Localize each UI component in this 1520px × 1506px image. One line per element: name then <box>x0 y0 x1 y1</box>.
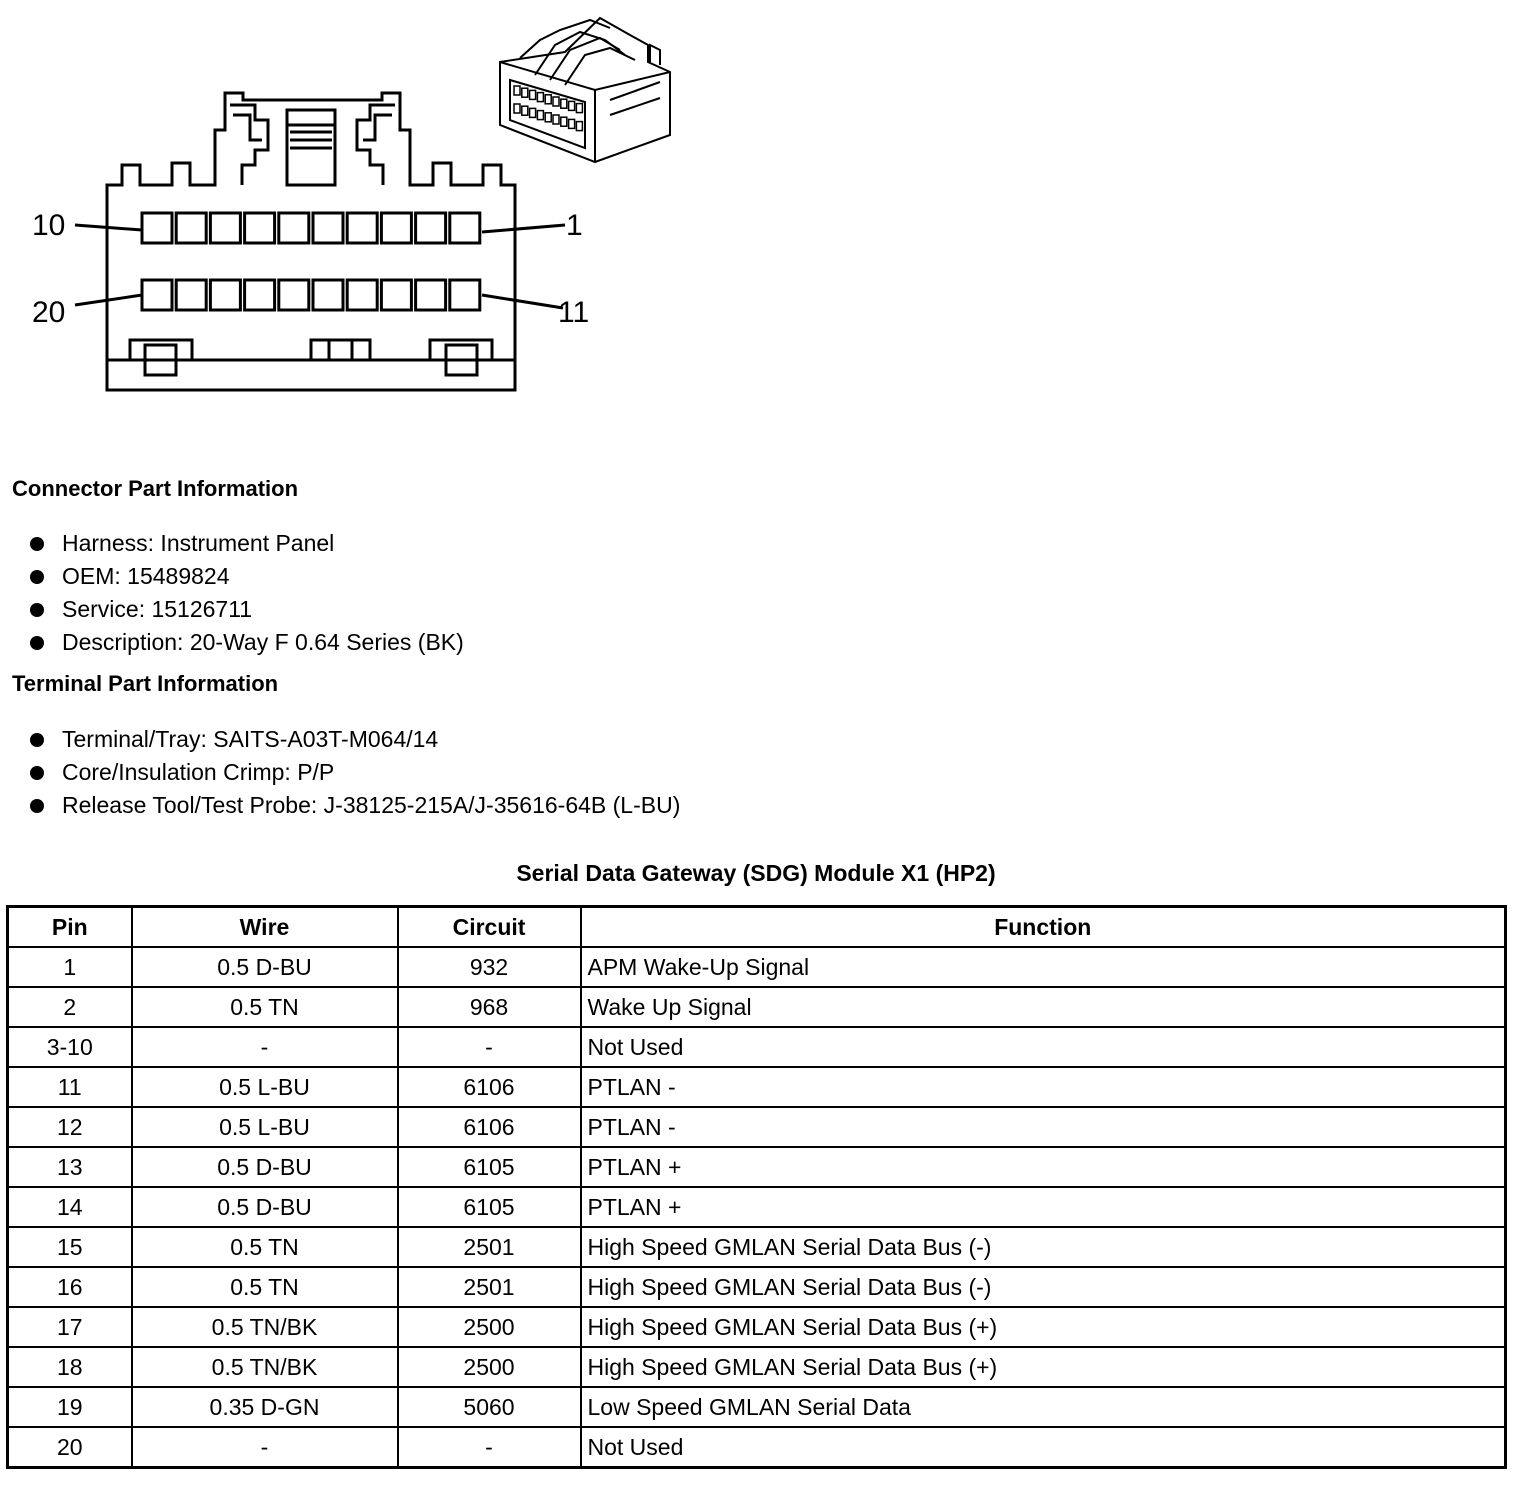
iso-cavity <box>569 119 575 128</box>
table-row <box>8 1347 1506 1387</box>
table-row <box>8 1427 1506 1468</box>
cell-circuit: 6106 <box>398 1107 581 1147</box>
iso-cavity <box>561 99 567 108</box>
pinout-table <box>6 905 1507 1469</box>
iso-cavity <box>545 113 551 122</box>
table-row <box>8 1067 1506 1107</box>
pin-cavity-20 <box>142 280 172 310</box>
cell-pin: 18 <box>8 1347 132 1387</box>
iso-cavity <box>522 106 528 115</box>
cell-function: Low Speed GMLAN Serial Data <box>581 1387 1506 1427</box>
cell-function: High Speed GMLAN Serial Data Bus (-) <box>581 1267 1506 1307</box>
connector-part-heading: Connector Part Information <box>12 476 299 501</box>
pin-cavity-6 <box>279 213 309 243</box>
cell-wire: 0.5 L-BU <box>132 1107 398 1147</box>
table-row <box>8 1387 1506 1427</box>
table-row <box>8 987 1506 1027</box>
pin-cavity-2 <box>416 213 446 243</box>
pin-label-20: 20 <box>32 296 66 329</box>
list-item <box>30 593 464 626</box>
list-item <box>30 723 680 756</box>
table-row <box>8 1187 1506 1227</box>
list-item <box>30 626 464 659</box>
pin-cavity-15 <box>313 280 343 310</box>
cell-circuit: 932 <box>398 947 581 987</box>
pin-cavity-14 <box>347 280 377 310</box>
pin-cavity-7 <box>245 213 275 243</box>
cell-circuit: - <box>398 1427 581 1468</box>
cell-wire: - <box>132 1427 398 1468</box>
cell-pin: 2 <box>8 987 132 1027</box>
iso-cavity <box>522 88 528 97</box>
cell-circuit: 6105 <box>398 1147 581 1187</box>
bullet-icon <box>30 636 44 650</box>
cell-function: PTLAN + <box>581 1187 1506 1227</box>
cell-function: Wake Up Signal <box>581 987 1506 1027</box>
cell-function: PTLAN - <box>581 1067 1506 1107</box>
table-title: Serial Data Gateway (SDG) Module X1 (HP2) <box>516 860 996 886</box>
iso-cavity <box>530 90 536 99</box>
iso-cavity <box>545 95 551 104</box>
bullet-icon <box>30 766 44 780</box>
table-header-row <box>8 907 1506 948</box>
pin-cavity-10 <box>142 213 172 243</box>
cell-wire: 0.5 L-BU <box>132 1067 398 1107</box>
iso-cavity <box>553 97 559 106</box>
cell-pin: 17 <box>8 1307 132 1347</box>
service-text: Service: 15126711 <box>62 596 253 622</box>
cell-function: PTLAN + <box>581 1147 1506 1187</box>
list-item <box>30 756 680 789</box>
description-text: Description: 20-Way F 0.64 Series (BK) <box>62 629 464 655</box>
header-circuit: Circuit <box>398 907 581 948</box>
cell-function: Not Used <box>581 1027 1506 1067</box>
oem-text: OEM: 15489824 <box>62 563 230 589</box>
connector-diagram <box>0 0 700 420</box>
cell-function: High Speed GMLAN Serial Data Bus (+) <box>581 1347 1506 1387</box>
cell-pin: 1 <box>8 947 132 987</box>
cell-wire: 0.5 TN <box>132 1227 398 1267</box>
iso-cavity <box>537 93 543 102</box>
cell-function: Not Used <box>581 1427 1506 1468</box>
cell-circuit: 6105 <box>398 1187 581 1227</box>
cell-circuit: 2500 <box>398 1347 581 1387</box>
cell-wire: 0.5 D-BU <box>132 1147 398 1187</box>
cell-wire: - <box>132 1027 398 1067</box>
iso-cavity <box>537 111 543 120</box>
pin-cavity-11 <box>450 280 480 310</box>
iso-cavity <box>553 115 559 124</box>
pin-cavity-5 <box>313 213 343 243</box>
iso-cavity <box>561 117 567 126</box>
pin-label-1: 1 <box>566 209 583 242</box>
iso-cavity <box>514 86 520 95</box>
cell-pin: 14 <box>8 1187 132 1227</box>
table-row <box>8 1107 1506 1147</box>
pin-cavity-16 <box>279 280 309 310</box>
iso-cavity <box>576 122 582 131</box>
pin-cavity-4 <box>347 213 377 243</box>
cell-wire: 0.5 TN/BK <box>132 1307 398 1347</box>
cell-wire: 0.5 TN <box>132 987 398 1027</box>
bullet-icon <box>30 799 44 813</box>
table-row <box>8 1147 1506 1187</box>
cell-circuit: 2501 <box>398 1267 581 1307</box>
bullet-icon <box>30 570 44 584</box>
iso-cavity <box>514 104 520 113</box>
pin-cavity-1 <box>450 213 480 243</box>
bullet-icon <box>30 603 44 617</box>
table-row <box>8 1267 1506 1307</box>
cell-pin: 11 <box>8 1067 132 1107</box>
cell-pin: 20 <box>8 1427 132 1468</box>
table-row <box>8 1027 1506 1067</box>
header-wire: Wire <box>132 907 398 948</box>
pin-cavity-12 <box>416 280 446 310</box>
pin-cavity-13 <box>381 280 411 310</box>
pin-cavity-17 <box>245 280 275 310</box>
table-row <box>8 1307 1506 1347</box>
terminal-tray-text: Terminal/Tray: SAITS-A03T-M064/14 <box>62 726 439 752</box>
iso-cavity <box>530 108 536 117</box>
cell-wire: 0.5 D-BU <box>132 947 398 987</box>
connector-part-list <box>30 527 464 659</box>
list-item <box>30 560 464 593</box>
cell-circuit: 2501 <box>398 1227 581 1267</box>
cell-circuit: 6106 <box>398 1067 581 1107</box>
cell-wire: 0.5 TN/BK <box>132 1347 398 1387</box>
harness-text: Harness: Instrument Panel <box>62 530 335 556</box>
cell-pin: 12 <box>8 1107 132 1147</box>
cell-pin: 19 <box>8 1387 132 1427</box>
cell-circuit: 5060 <box>398 1387 581 1427</box>
pin-cavity-18 <box>210 280 240 310</box>
iso-cavity <box>576 104 582 113</box>
cell-wire: 0.35 D-GN <box>132 1387 398 1427</box>
release-tool-text: Release Tool/Test Probe: J-38125-215A/J-35616-64B (L-BU) <box>62 792 681 818</box>
cell-function: High Speed GMLAN Serial Data Bus (-) <box>581 1227 1506 1267</box>
header-function: Function <box>581 907 1506 948</box>
cell-function: PTLAN - <box>581 1107 1506 1147</box>
cell-pin: 13 <box>8 1147 132 1187</box>
list-item <box>30 527 464 560</box>
bullet-icon <box>30 733 44 747</box>
pin-cavity-3 <box>381 213 411 243</box>
pin-cavity-8 <box>210 213 240 243</box>
cell-circuit: - <box>398 1027 581 1067</box>
list-item <box>30 789 680 822</box>
terminal-part-list <box>30 723 680 822</box>
pin-label-10: 10 <box>32 209 66 242</box>
cell-function: High Speed GMLAN Serial Data Bus (+) <box>581 1307 1506 1347</box>
cell-wire: 0.5 TN <box>132 1267 398 1307</box>
bullet-icon <box>30 537 44 551</box>
crimp-text: Core/Insulation Crimp: P/P <box>62 759 335 785</box>
cell-pin: 3-10 <box>8 1027 132 1067</box>
cell-circuit: 968 <box>398 987 581 1027</box>
cell-pin: 16 <box>8 1267 132 1307</box>
pin-cavity-19 <box>176 280 206 310</box>
header-pin: Pin <box>8 907 132 948</box>
pin-cavity-9 <box>176 213 206 243</box>
cell-wire: 0.5 D-BU <box>132 1187 398 1227</box>
table-row <box>8 1227 1506 1267</box>
cell-function: APM Wake-Up Signal <box>581 947 1506 987</box>
table-row <box>8 947 1506 987</box>
cell-circuit: 2500 <box>398 1307 581 1347</box>
iso-cavity <box>569 101 575 110</box>
connector-isometric-icon <box>500 18 670 162</box>
pin-label-11: 11 <box>558 296 590 329</box>
terminal-part-heading: Terminal Part Information <box>12 671 279 696</box>
cell-pin: 15 <box>8 1227 132 1267</box>
